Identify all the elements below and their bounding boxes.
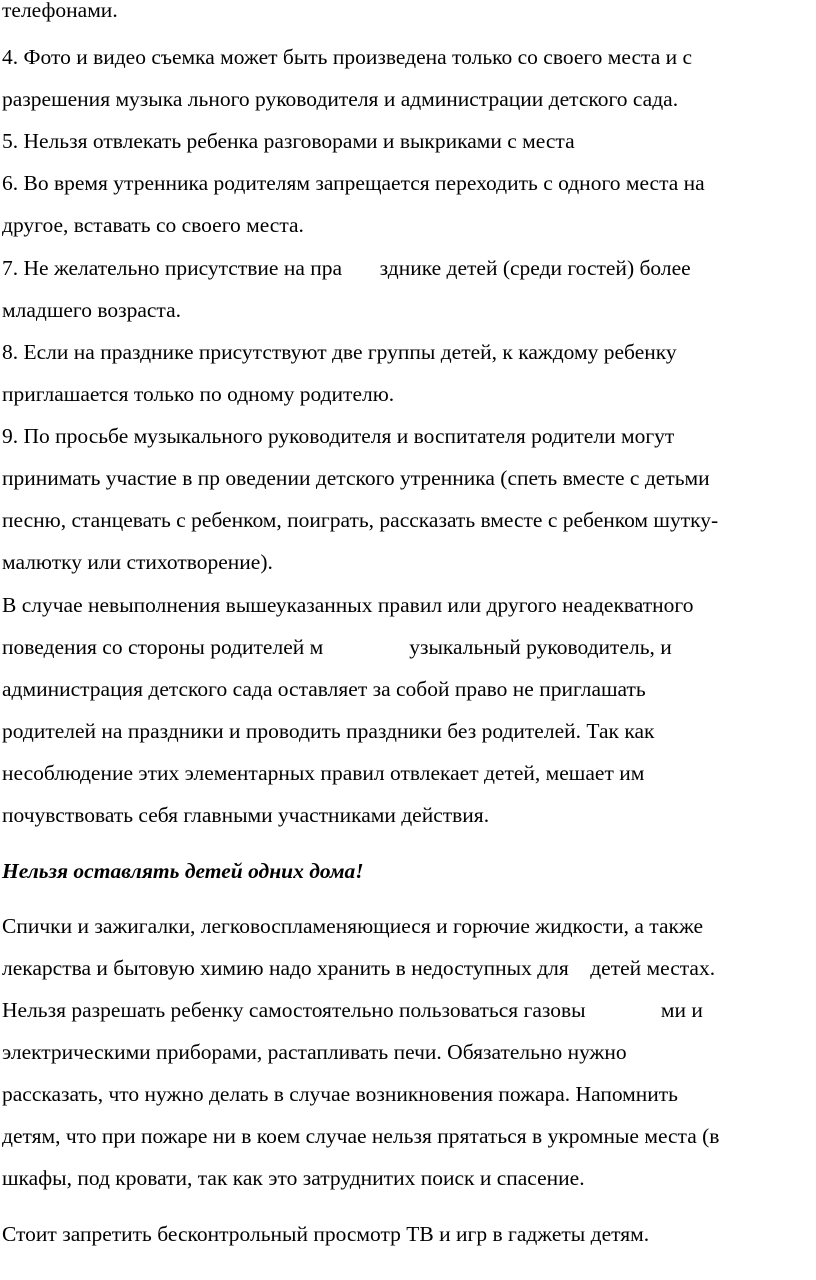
text-line: малютку или стихотворение). — [2, 550, 273, 574]
text-line: разрешения музыка льного руководителя и администрации детского сада. — [2, 87, 679, 111]
text-line: телефонами. — [2, 0, 118, 22]
text-line: приглашается только по одному родителю. — [2, 382, 395, 406]
text-line: электрическими приборами, растапливать печи. Обязательно нужно — [2, 1040, 627, 1064]
text-line: Стоит запретить бесконтрольный просмотр ТВ и игр в гаджеты детям. — [2, 1222, 650, 1246]
text-line: администрация детского сада оставляет за собой право не приглашать — [2, 677, 646, 701]
text-line: 6. Во время утренника родителям запрещается переходить с одного места на — [2, 171, 705, 195]
text-line: 8. Если на празднике присутствуют две группы детей, к каждому ребенку — [2, 340, 677, 364]
text-line: родителей на праздники и проводить праздники без родителей. Так как — [2, 719, 655, 743]
text-line: рассказать, что нужно делать в случае возникновения пожара. Напомнить — [2, 1082, 678, 1106]
text-line: лекарства и бытовую химию надо хранить в недоступных для детей местах. — [2, 956, 716, 980]
text-line: Нельзя разрешать ребенку самостоятельно пользоваться газовы ми и — [2, 998, 703, 1022]
text-line: младшего возраста. — [2, 298, 181, 322]
section-heading: Нельзя оставлять детей одних дома! — [2, 859, 364, 883]
text-line: принимать участие в пр оведении детского утренника (спеть вместе с детьми — [2, 466, 710, 490]
text-line: детям, что при пожаре ни в коем случае нельзя прятаться в укромные места (в — [2, 1124, 720, 1148]
text-line: 4. Фото и видео съемка может быть произведена только со своего места и с — [2, 45, 693, 69]
text-line: 9. По просьбе музыкального руководителя и воспитателя родители могут — [2, 424, 675, 448]
text-line: другое, вставать со своего места. — [2, 213, 304, 237]
text-line: Спички и зажигалки, легковоспламеняющиеся и горючие жидкости, а также — [2, 914, 704, 938]
text-line: почувствовать себя главными участниками действия. — [2, 803, 490, 827]
text-line: шкафы, под кровати, так как это затруднитих поиск и спасение. — [2, 1166, 585, 1190]
text-line: поведения со стороны родителей м узыкальный руководитель, и — [2, 635, 672, 659]
text-line: 7. Не желательно присутствие на пра зднике детей (среди гостей) более — [2, 256, 691, 280]
text-line: В случае невыполнения вышеуказанных правил или другого неадекватного — [2, 593, 694, 617]
text-line: песню, станцевать с ребенком, поиграть, рассказать вместе с ребенком шутку- — [2, 508, 719, 532]
text-line: несоблюдение этих элементарных правил отвлекает детей, мешает им — [2, 761, 645, 785]
text-line: 5. Нельзя отвлекать ребенка разговорами и выкриками с места — [2, 129, 575, 153]
